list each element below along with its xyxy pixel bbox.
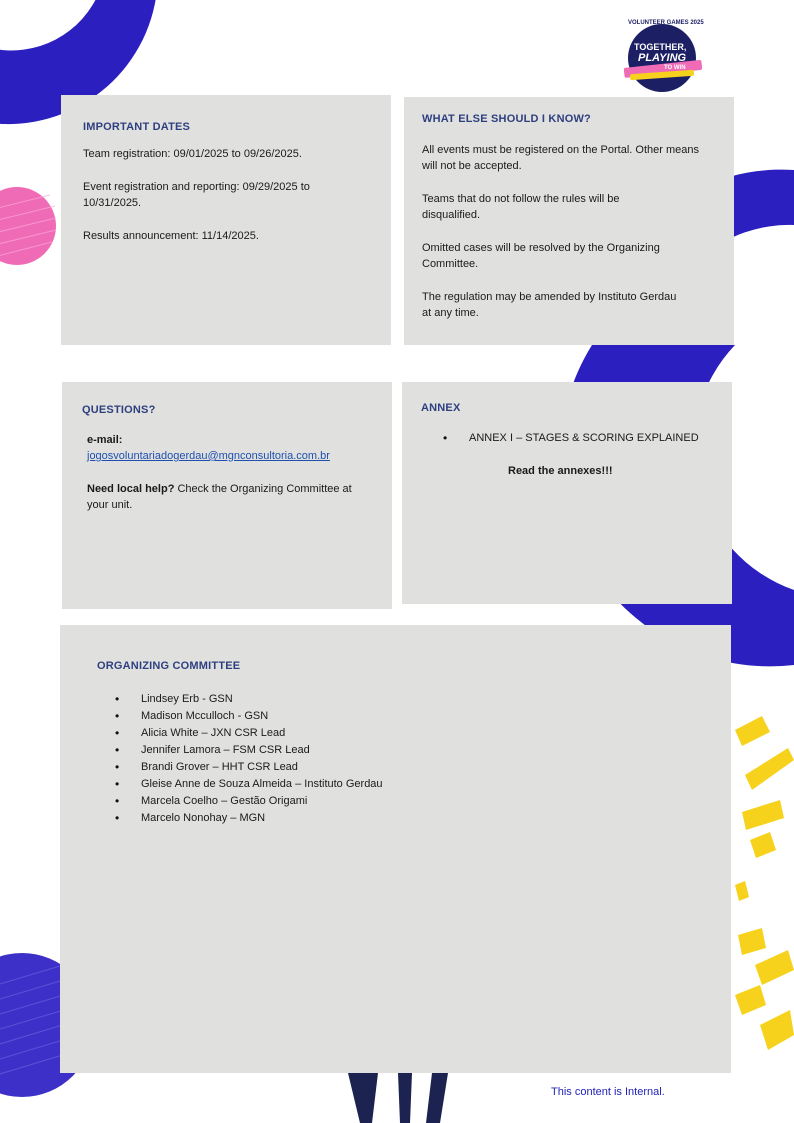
what-else-title: WHAT ELSE SHOULD I KNOW?: [422, 113, 591, 125]
important-dates-panel: [61, 95, 391, 345]
annex-item: • ANNEX I – STAGES & SCORING EXPLAINED: [469, 430, 713, 447]
important-dates-title: IMPORTANT DATES: [83, 121, 191, 133]
committee-title: ORGANIZING COMMITTEE: [97, 660, 241, 672]
committee-member: • Marcela Coelho – Gestão Origami: [141, 793, 694, 810]
what-else-panel: [404, 97, 734, 345]
logo-arc-text: VOLUNTEER GAMES 2025: [628, 20, 704, 26]
committee-member: • Lindsey Erb - GSN: [141, 691, 694, 708]
logo-line2: PLAYING: [638, 52, 687, 64]
what-else-omitted: Omitted cases will be resolved by the Organizing Committee.: [422, 242, 660, 270]
yellow-rays: [735, 716, 794, 1050]
email-label: e-mail:: [87, 434, 123, 446]
logo-line1: TOGETHER,: [634, 42, 687, 52]
committee-member: • Gleise Anne de Souza Almeida – Instituto Gerdau: [141, 776, 694, 793]
classification-footer: This content is Internal.: [551, 1086, 665, 1098]
committee-member: • Madison Mcculloch - GSN: [141, 708, 694, 725]
committee-member: • Alicia White – JXN CSR Lead: [141, 725, 694, 742]
email-link[interactable]: jogosvoluntariadogerdau@mgnconsultoria.com.br: [87, 450, 330, 462]
annex-title: ANNEX: [421, 402, 461, 414]
questions-panel: [62, 382, 392, 609]
what-else-disqualified: Teams that do not follow the rules will be disqualified.: [422, 193, 620, 221]
organizing-committee-panel: [60, 625, 731, 1073]
annex-panel: [402, 382, 732, 604]
what-else-portal: All events must be registered on the Portal. Other means will not be accepted.: [422, 144, 699, 172]
event-registration-date: Event registration and reporting: 09/29/2025 to 10/31/2025.: [83, 181, 310, 209]
volunteer-games-logo: [620, 18, 704, 94]
local-help-label: Need local help?: [87, 483, 175, 495]
committee-member: • Marcelo Nonohay – MGN: [141, 810, 694, 827]
navy-strokes: [348, 1073, 448, 1123]
logo-line3: TO WIN: [664, 65, 686, 71]
committee-member: • Jennifer Lamora – FSM CSR Lead: [141, 742, 694, 759]
annex-note: Read the annexes!!!: [508, 465, 613, 477]
what-else-amended: The regulation may be amended by Instituto Gerdau at any time.: [422, 291, 677, 319]
committee-member: • Brandi Grover – HHT CSR Lead: [141, 759, 694, 776]
local-help-text: Check the Organizing Committee at your unit.: [87, 483, 352, 511]
questions-title: QUESTIONS?: [82, 404, 156, 416]
results-announcement-date: Results announcement: 11/14/2025.: [83, 230, 259, 242]
team-registration-date: Team registration: 09/01/2025 to 09/26/2025.: [83, 148, 302, 160]
